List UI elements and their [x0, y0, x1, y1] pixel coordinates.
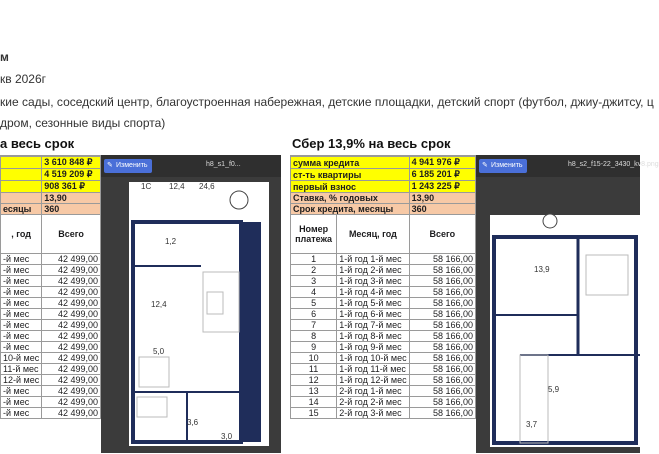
- header-line-3: кие сады, соседский центр, благоустроенная набережная, детские площадки, детский спорт (футбол, джиу-джитсу, ц: [0, 95, 654, 109]
- number-cell: 10: [291, 353, 337, 364]
- month-cell: -й мес: [1, 397, 42, 408]
- total-cell: 42 499,00: [42, 386, 101, 397]
- table-row: [1, 353, 101, 364]
- table-row: [1, 375, 101, 386]
- month-cell: -й мес: [1, 309, 42, 320]
- summary-row: [291, 157, 476, 169]
- table-row: [291, 364, 476, 375]
- summary-row: [1, 204, 101, 215]
- left-spreadsheet: [0, 155, 101, 454]
- right-section-title: Сбер 13,9% на весь срок: [292, 136, 451, 151]
- month-cell: 12-й мес: [1, 375, 42, 386]
- total-cell: 42 499,00: [42, 342, 101, 353]
- summary-label: [1, 157, 42, 169]
- table-row: [1, 386, 101, 397]
- col-month-header: Месяц, год: [337, 215, 409, 254]
- total-cell: 58 166,00: [409, 287, 475, 298]
- month-cell: 1-й год 9-й мес: [337, 342, 409, 353]
- room-area-1: 1,2: [165, 237, 177, 246]
- month-cell: -й мес: [1, 408, 42, 419]
- viewer-filename: h8_s1_f0...: [206, 161, 241, 168]
- month-cell: -й мес: [1, 298, 42, 309]
- month-cell: 1-й год 2-й мес: [337, 265, 409, 276]
- total-cell: 42 499,00: [42, 353, 101, 364]
- table-row: [1, 309, 101, 320]
- total-cell: 42 499,00: [42, 331, 101, 342]
- room-area-5: 3,0: [221, 432, 233, 441]
- number-cell: 4: [291, 287, 337, 298]
- summary-row: [291, 181, 476, 193]
- viewer-toolbar: [476, 155, 659, 177]
- month-cell: 1-й год 7-й мес: [337, 320, 409, 331]
- month-cell: -й мес: [1, 331, 42, 342]
- col-month-header: , год: [1, 215, 42, 254]
- number-cell: 15: [291, 408, 337, 419]
- number-cell: 1: [291, 254, 337, 265]
- viewer-toolbar: [101, 155, 281, 177]
- month-cell: -й мес: [1, 265, 42, 276]
- total-cell: 58 166,00: [409, 331, 475, 342]
- table-row: [291, 397, 476, 408]
- summary-value: 4 519 209 ₽: [42, 169, 101, 181]
- month-cell: 1-й год 6-й мес: [337, 309, 409, 320]
- table-row: [1, 364, 101, 375]
- viewer-filename: h8_s2_f15-22_3430_kv8.png: [568, 161, 659, 168]
- summary-value: 4 941 976 ₽: [409, 157, 475, 169]
- number-cell: 14: [291, 397, 337, 408]
- month-cell: 1-й год 10-й мес: [337, 353, 409, 364]
- total-cell: 58 166,00: [409, 386, 475, 397]
- col-total-header: Всего: [42, 215, 101, 254]
- month-cell: 1-й год 8-й мес: [337, 331, 409, 342]
- right-spreadsheet: [290, 155, 476, 454]
- summary-label: [1, 169, 42, 181]
- edit-button[interactable]: ✎ Изменить: [104, 159, 152, 173]
- floor-plan-image: [129, 182, 269, 446]
- month-cell: 1-й год 11-й мес: [337, 364, 409, 375]
- summary-label: сумма кредита: [291, 157, 410, 169]
- table-row: [291, 265, 476, 276]
- table-row: [291, 276, 476, 287]
- month-cell: -й мес: [1, 386, 42, 397]
- summary-row: [291, 204, 476, 215]
- room-area-4: 3,6: [187, 418, 199, 427]
- total-cell: 58 166,00: [409, 320, 475, 331]
- table-row: [1, 254, 101, 265]
- floor-plan-drawing: [490, 215, 640, 447]
- total-cell: 42 499,00: [42, 287, 101, 298]
- total-cell: 58 166,00: [409, 309, 475, 320]
- table-row: [1, 408, 101, 419]
- month-cell: 2-й год 1-й мес: [337, 386, 409, 397]
- summary-value: 1 243 225 ₽: [409, 181, 475, 193]
- summary-label: ст-ть квартиры: [291, 169, 410, 181]
- col-number-header: Номер платежа: [291, 215, 337, 254]
- month-cell: -й мес: [1, 320, 42, 331]
- month-cell: -й мес: [1, 276, 42, 287]
- total-cell: 42 499,00: [42, 265, 101, 276]
- table-row: [291, 331, 476, 342]
- summary-row: [1, 193, 101, 204]
- room-area-2: 12,4: [151, 300, 167, 309]
- summary-label: есяцы: [1, 204, 42, 215]
- room-area-3: 5,0: [153, 347, 165, 356]
- summary-row: [1, 169, 101, 181]
- image-viewer-right[interactable]: [476, 155, 659, 453]
- summary-value: 6 185 201 ₽: [409, 169, 475, 181]
- summary-value: 13,90: [409, 193, 475, 204]
- summary-value: 13,90: [42, 193, 101, 204]
- number-cell: 9: [291, 342, 337, 353]
- total-cell: 42 499,00: [42, 298, 101, 309]
- summary-value: 908 361 ₽: [42, 181, 101, 193]
- number-cell: 12: [291, 375, 337, 386]
- table-row: [1, 342, 101, 353]
- number-cell: 13: [291, 386, 337, 397]
- month-cell: 2-й год 3-й мес: [337, 408, 409, 419]
- number-cell: 8: [291, 331, 337, 342]
- number-cell: 6: [291, 309, 337, 320]
- summary-label: Срок кредита, месяцы: [291, 204, 410, 215]
- room-area-1: 13,9: [534, 265, 550, 274]
- total-cell: 42 499,00: [42, 364, 101, 375]
- month-cell: -й мес: [1, 254, 42, 265]
- col-total-header: Всего: [409, 215, 475, 254]
- total-cell: 58 166,00: [409, 265, 475, 276]
- total-cell: 42 499,00: [42, 320, 101, 331]
- table-row: [1, 397, 101, 408]
- month-cell: 1-й год 1-й мес: [337, 254, 409, 265]
- summary-label: первый взнос: [291, 181, 410, 193]
- summary-row: [1, 181, 101, 193]
- header-line-2: кв 2026г: [0, 72, 47, 86]
- table-row: [291, 375, 476, 386]
- floor-plan-drawing: [129, 182, 269, 446]
- total-cell: 58 166,00: [409, 254, 475, 265]
- room-area-2: 5,9: [548, 385, 560, 394]
- edit-button[interactable]: ✎ Изменить: [479, 159, 527, 173]
- table-row: [291, 386, 476, 397]
- floor-plan-image: [490, 215, 640, 447]
- total-cell: 58 166,00: [409, 342, 475, 353]
- room-area-3: 3,7: [526, 420, 538, 429]
- month-cell: 1-й год 4-й мес: [337, 287, 409, 298]
- table-row: [1, 276, 101, 287]
- left-section-title: а весь срок: [0, 136, 75, 151]
- month-cell: -й мес: [1, 287, 42, 298]
- total-cell: 58 166,00: [409, 397, 475, 408]
- table-row: [1, 287, 101, 298]
- table-row: [1, 298, 101, 309]
- summary-value: 3 610 848 ₽: [42, 157, 101, 169]
- month-cell: -й мес: [1, 342, 42, 353]
- plan-type-label: 1С: [141, 182, 152, 191]
- month-cell: 1-й год 12-й мес: [337, 375, 409, 386]
- table-row: [1, 320, 101, 331]
- total-cell: 42 499,00: [42, 276, 101, 287]
- total-cell: 42 499,00: [42, 408, 101, 419]
- table-row: [291, 254, 476, 265]
- summary-row: [291, 193, 476, 204]
- header-line-4: дром, сезонные виды спорта): [0, 116, 166, 130]
- month-cell: 1-й год 3-й мес: [337, 276, 409, 287]
- number-cell: 7: [291, 320, 337, 331]
- total-cell: 42 499,00: [42, 397, 101, 408]
- month-cell: 2-й год 2-й мес: [337, 397, 409, 408]
- plan-area-label-2: 24,6: [199, 182, 215, 191]
- table-row: [1, 331, 101, 342]
- table-row: [291, 287, 476, 298]
- summary-value: 360: [409, 204, 475, 215]
- summary-label: [1, 181, 42, 193]
- table-row: [291, 309, 476, 320]
- month-cell: 11-й мес: [1, 364, 42, 375]
- month-cell: 10-й мес: [1, 353, 42, 364]
- total-cell: 42 499,00: [42, 254, 101, 265]
- plan-area-label-1: 12,4: [169, 182, 185, 191]
- table-row: [291, 298, 476, 309]
- total-cell: 42 499,00: [42, 375, 101, 386]
- header-line-1: м: [0, 50, 9, 64]
- table-row: [291, 342, 476, 353]
- total-cell: 58 166,00: [409, 298, 475, 309]
- number-cell: 2: [291, 265, 337, 276]
- image-viewer-left[interactable]: [101, 155, 281, 453]
- total-cell: 58 166,00: [409, 408, 475, 419]
- summary-row: [291, 169, 476, 181]
- table-row: [1, 265, 101, 276]
- table-row: [291, 320, 476, 331]
- total-cell: 58 166,00: [409, 353, 475, 364]
- total-cell: 58 166,00: [409, 276, 475, 287]
- summary-label: Ставка, % годовых: [291, 193, 410, 204]
- number-cell: 5: [291, 298, 337, 309]
- table-row: [291, 353, 476, 364]
- number-cell: 3: [291, 276, 337, 287]
- total-cell: 58 166,00: [409, 375, 475, 386]
- table-row: [291, 408, 476, 419]
- summary-row: [1, 157, 101, 169]
- summary-value: 360: [42, 204, 101, 215]
- summary-label: [1, 193, 42, 204]
- total-cell: 42 499,00: [42, 309, 101, 320]
- number-cell: 11: [291, 364, 337, 375]
- month-cell: 1-й год 5-й мес: [337, 298, 409, 309]
- total-cell: 58 166,00: [409, 364, 475, 375]
